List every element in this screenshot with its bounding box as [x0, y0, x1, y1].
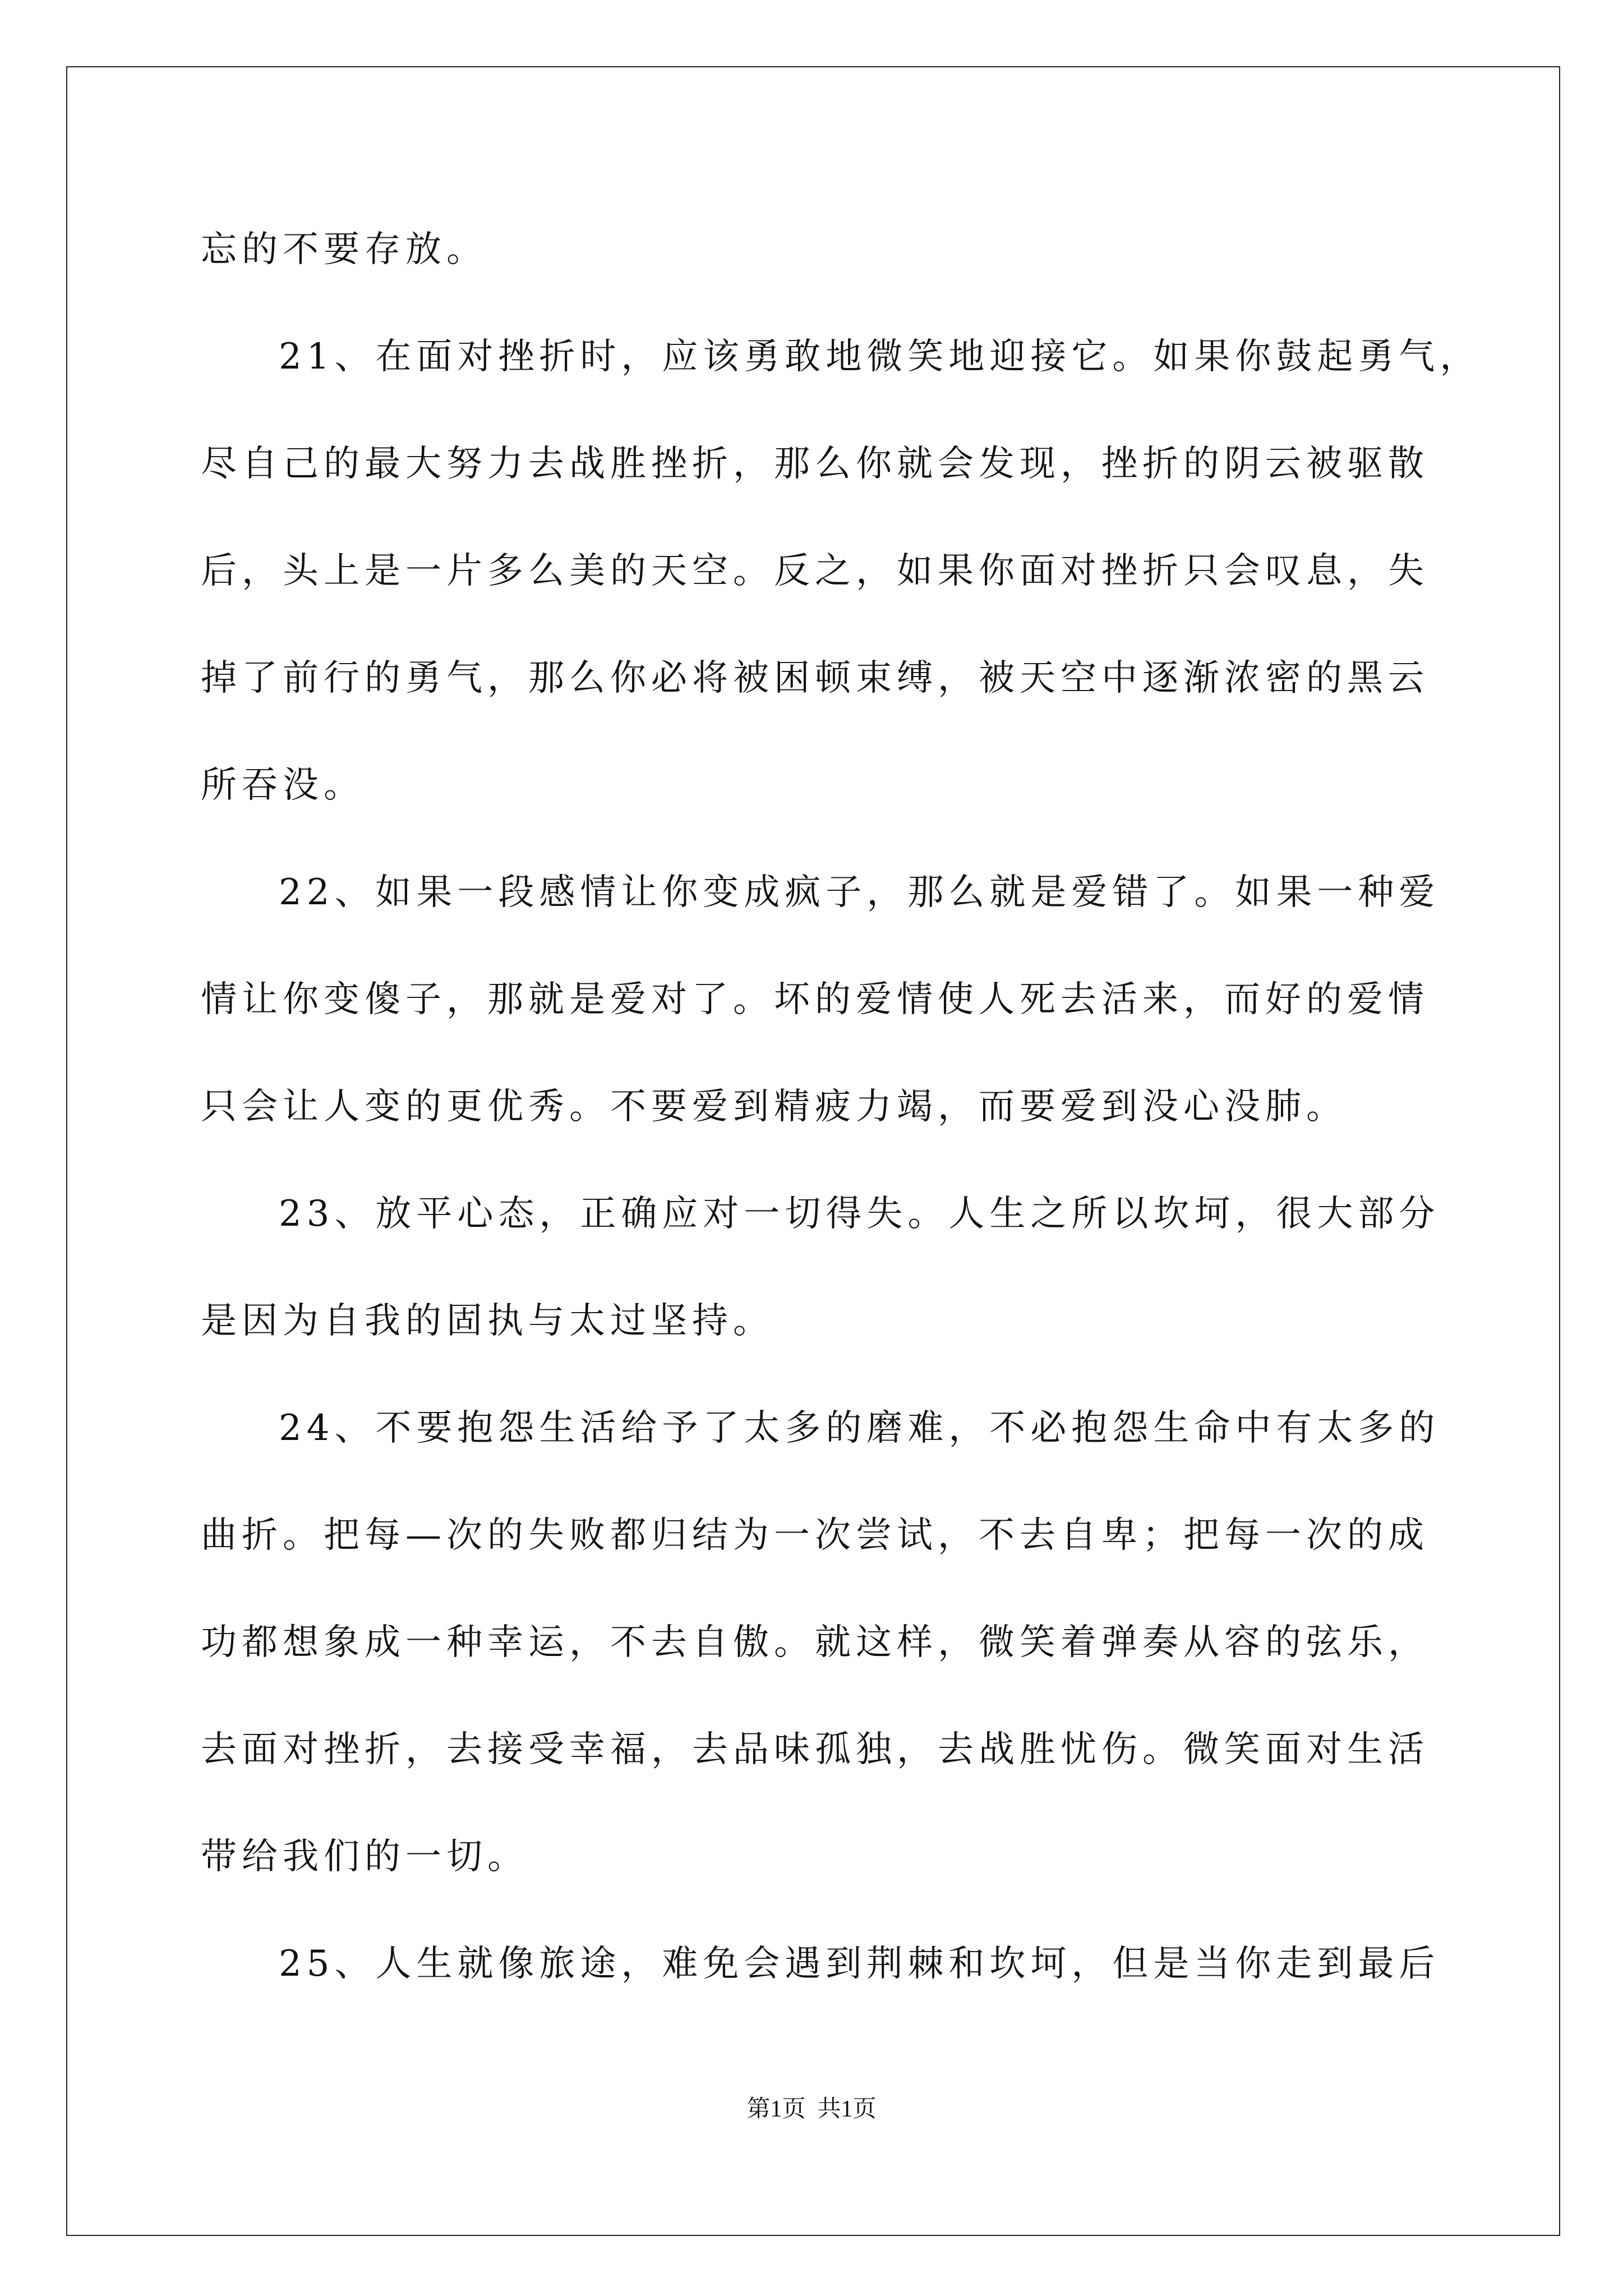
text-line: 后，头上是一片多么美的天空。反之，如果你面对挫折只会叹息，失: [201, 550, 1429, 592]
text-line: 所吞没。: [201, 765, 365, 806]
paragraph: [201, 839, 1491, 1161]
text-line: 24、不要抱怨生活给予了太多的磨难，不必抱怨生命中有太多的: [279, 1407, 1440, 1449]
paragraph: [201, 196, 1491, 303]
text-line: 忘的不要存放。: [201, 229, 487, 270]
text-line: 尽自己的最大努力去战胜挫折，那么你就会发现，挫折的阴云被驱散: [201, 443, 1429, 485]
text-line: 25、人生就像旅途，难免会遇到荆棘和坎坷，但是当你走到最后: [279, 1943, 1440, 1985]
page-footer: 第1页 共1页: [746, 2096, 877, 2122]
text-line: 21、在面对挫折时，应该勇敢地微笑地迎接它。如果你鼓起勇气，: [279, 336, 1481, 378]
document-body: [201, 196, 1491, 2018]
text-line: 23、放平心态，正确应对一切得失。人生之所以坎坷，很大部分: [279, 1193, 1440, 1235]
text-line: 情让你变傻子，那就是爱对了。坏的爱情使人死去活来，而好的爱情: [201, 979, 1429, 1020]
paragraph: [201, 1375, 1491, 1911]
text-line: 功都想象成一种幸运，不去自傲。就这样，微笑着弹奏从容的弦乐，: [201, 1622, 1429, 1663]
text-line: 是因为自我的固执与太过坚持。: [201, 1300, 774, 1342]
text-line: 曲折。把每—次的失败都归结为一次尝试，不去自卑；把每一次的成: [201, 1515, 1429, 1556]
text-line: 掉了前行的勇气，那么你必将被困顿束缚，被天空中逐渐浓密的黑云: [201, 657, 1429, 699]
text-line: 去面对挫折，去接受幸福，去品味孤独，去战胜忧伤。微笑面对生活: [201, 1729, 1429, 1770]
paragraph: [201, 1911, 1491, 2018]
paragraph: [201, 303, 1491, 839]
text-line: 22、如果一段感情让你变成疯子，那么就是爱错了。如果一种爱: [279, 872, 1440, 913]
text-line: 带给我们的一切。: [201, 1836, 528, 1878]
paragraph: [201, 1161, 1491, 1375]
text-line: 只会让人变的更优秀。不要爱到精疲力竭，而要爱到没心没肺。: [201, 1086, 1347, 1128]
